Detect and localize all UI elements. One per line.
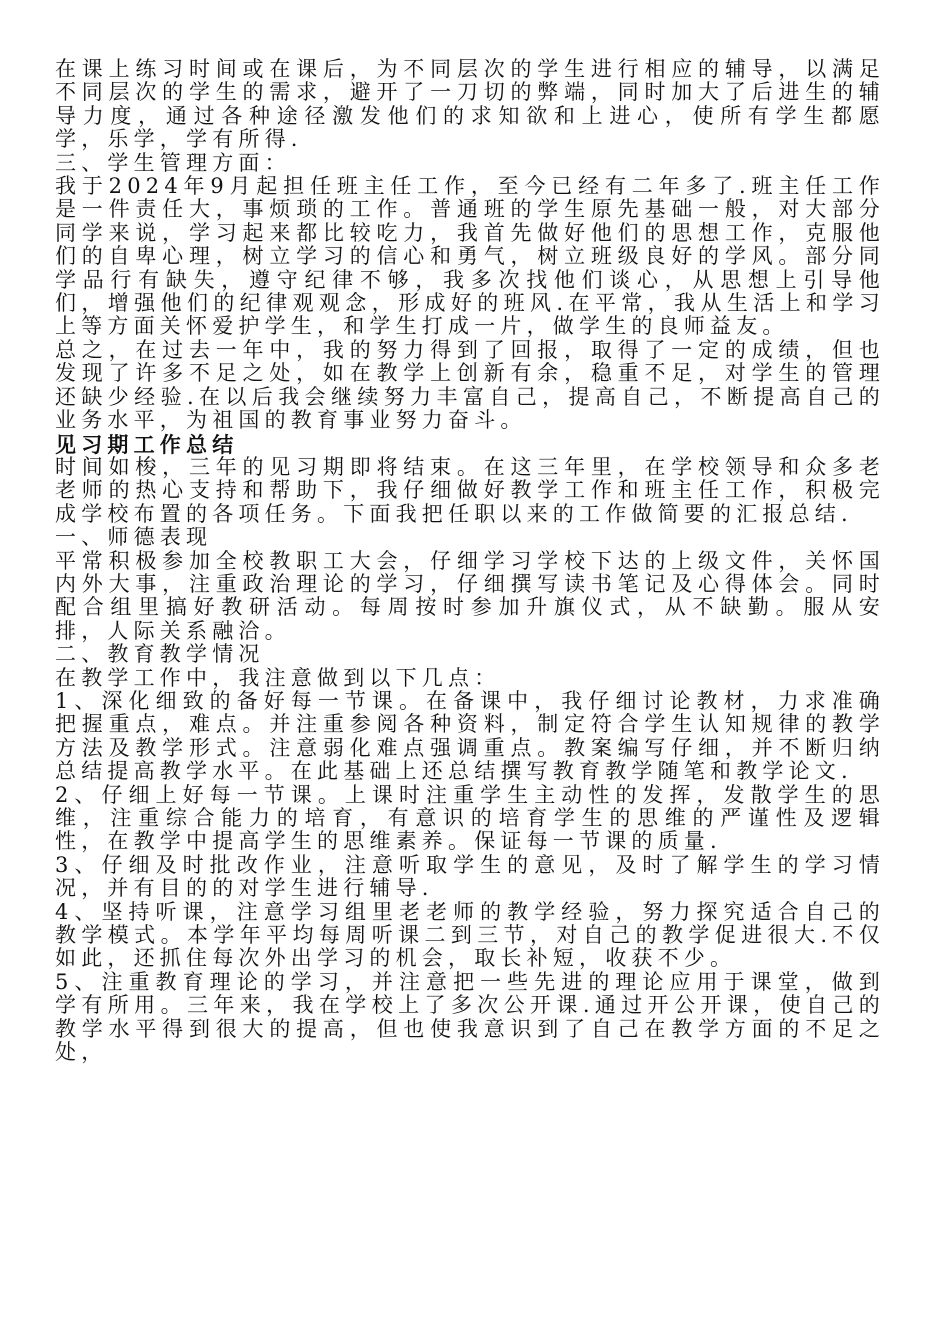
list-item-1: 1、深化细致的备好每一节课。在备课中，我仔细讨论教材，力求准确把握重点，难点。并注重参阅各种资料，制定符合学生认知规律的教学方法及教学形式。注意弱化难点强调重点。教案编写仔细，并不断归纳总结提高教学水平。在此基础上还总结撰写教育教学随笔和教学论文. [55,688,885,784]
list-item-4: 4、坚持听课，注意学习组里老老师的教学经验，努力探究适合自己的教学模式。本学年平均每周听课二到三节，对自己的教学促进很大.不仅如此，还抓住每次外出学习的机会，取长补短，收获不少。 [55,899,885,971]
paragraph-class-teacher: 我于2024年9月起担任班主任工作，至今已经有二年多了.班主任工作是一件责任大，事烦琐的工作。普通班的学生原先基础一般，对大部分同学来说，学习起来都比较吃力，我首先做好他们的思想工作，克服他们的自卑心理，树立学习的信心和勇气，树立班级良好的学风。部分同学品行有缺失，遵守纪律不够，我多次找他们谈心，从思想上引导他们，增强他们的纪律观观念，形成好的班风.在平常，我从生活上和学习上等方面关怀爱护学生，和学生打成一片，做学生的良师益友。 [55,174,885,339]
paragraph-tutoring: 在课上练习时间或在课后，为不同层次的学生进行相应的辅导，以满足不同层次的学生的需求，避开了一刀切的弊端，同时加大了后进生的辅导力度，通过各种途径激发他们的求知欲和上进心，使所有学生都愿学，乐学，学有所得. [55,57,885,152]
list-item-2: 2、仔细上好每一节课。上课时注重学生主动性的发挥，发散学生的思维，注重综合能力的培育，有意识的培育学生的思维的严谨性及逻辑性，在教学中提高学生的思维素养。保证每一节课的质量. [55,782,885,854]
document-page [55,58,885,1064]
section-heading-ethics: 一、师德表现 [55,525,213,550]
paragraph-ethics: 平常积极参加全校教职工大会，仔细学习学校下达的上级文件，关怀国内外大事，注重政治理论的学习，仔细撰写读书笔记及心得体会。同时配合组里搞好教研活动。每周按时参加升旗仪式，从不缺勤。服从安排，人际关系融洽。 [55,548,885,643]
paragraph-teaching-intro: 在教学工作中，我注意做到以下几点： [55,665,501,690]
paragraph-intro: 时间如梭，三年的见习期即将结束。在这三年里，在学校领导和众多老老师的热心支持和帮助下，我仔细做好教学工作和班主任工作，积极完成学校布置的各项任务。下面我把任职以来的工作做简要的汇报总结. [55,454,885,526]
section-heading-teaching: 二、教育教学情况 [55,642,265,667]
paragraph-conclusion: 总之，在过去一年中，我的努力得到了回报，取得了一定的成绩，但也发现了许多不足之处，如在教学上创新有余，稳重不足，对学生的管理还缺少经验.在以后我会继续努力丰富自己，提高自己，不断提高自己的业务水平，为祖国的教育事业努力奋斗。 [55,337,885,433]
list-item-5: 5、注重教育理论的学习，并注意把一些先进的理论应用于课堂，做到学有所用。三年来，我在学校上了多次公开课.通过开公开课，使自己的教学水平得到很大的提高，但也使我意识到了自己在教学方面的不足之处， [55,969,885,1065]
list-item-3: 3、仔细及时批改作业，注意听取学生的意见，及时了解学生的学习情况，并有目的的对学生进行辅导. [55,852,885,901]
document-title: 见习期工作总结 [55,431,239,457]
section-heading-student-management: 三、学生管理方面： [55,150,291,175]
